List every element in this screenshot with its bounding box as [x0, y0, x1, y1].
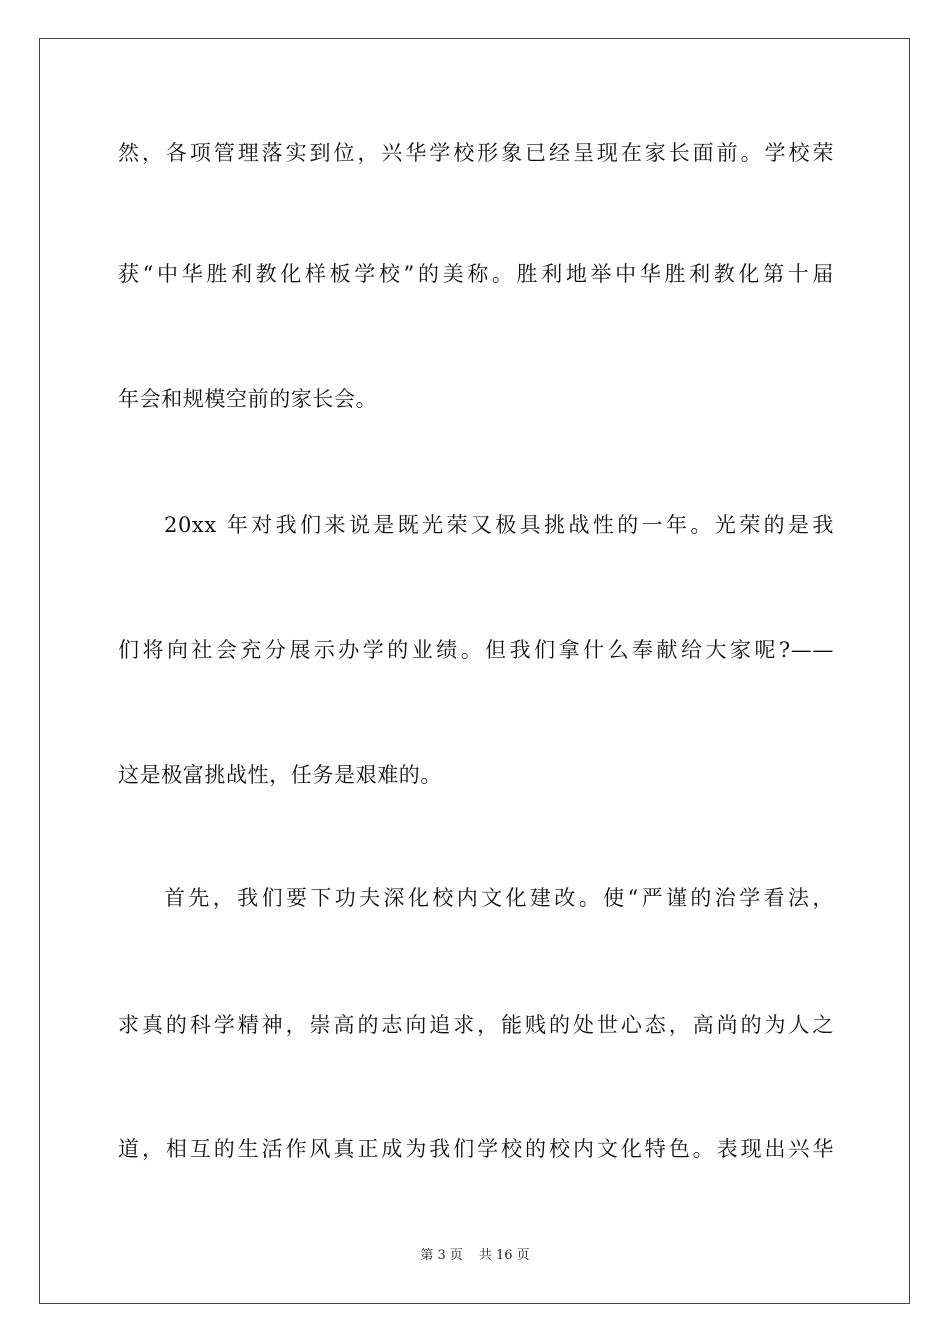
page-number: 第 3 页 — [420, 1248, 463, 1263]
body-line-7: 首先，我们要下功夫深化校内文化建改。使“严谨的治学看法， — [164, 886, 834, 910]
body-line-1: 然，各项管理落实到位，兴华学校形象已经呈现在家长面前。学校荣 — [118, 141, 834, 165]
body-line-8: 求真的科学精神，崇高的志向追求，能贱的处世心态，高尚的为人之 — [118, 1013, 834, 1037]
body-line-3: 年会和规模空前的家长会。 — [118, 387, 378, 411]
body-line-2: 获“中华胜利教化样板学校”的美称。胜利地举中华胜利教化第十届 — [118, 262, 834, 286]
page-border — [39, 38, 910, 1304]
body-line-9: 道，相互的生活作风真正成为我们学校的校内文化特色。表现出兴华 — [118, 1137, 834, 1161]
page-footer — [0, 1247, 950, 1265]
page-total: 共 16 页 — [478, 1248, 530, 1263]
body-line-6: 这是极富挑战性，任务是艰难的。 — [118, 763, 442, 787]
body-line-4: 20xx 年对我们来说是既光荣又极具挑战性的一年。光荣的是我 — [164, 513, 834, 537]
body-line-5: 们将向社会充分展示办学的业绩。但我们拿什么奉献给大家呢?—— — [118, 638, 834, 662]
